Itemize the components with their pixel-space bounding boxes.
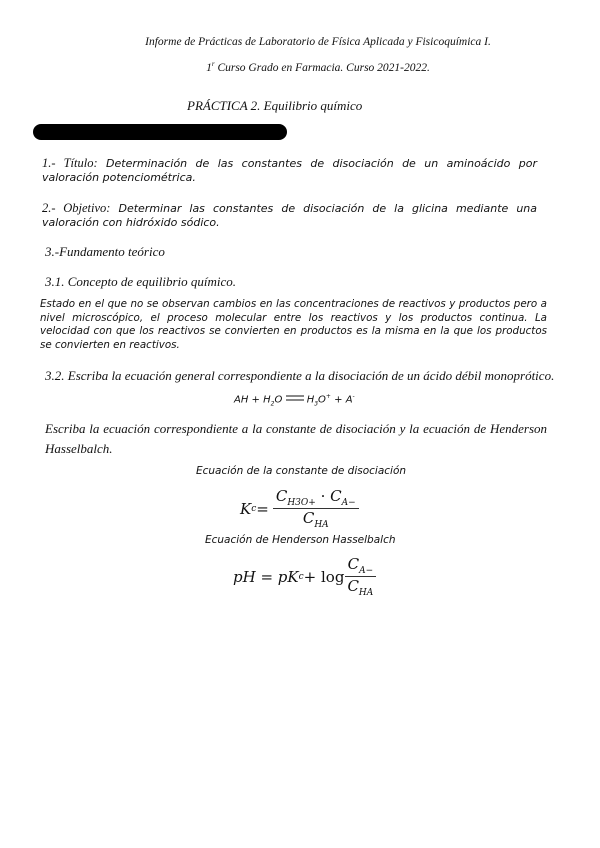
kc-num-b-sub: A− [341,498,356,508]
hh-num-sub: A− [359,566,374,576]
escriba-paragraph: Escriba la ecuación correspondiente a la constante de disociación y la ecuación de Henderson Hasselbalch. [45,421,547,456]
hh-plus-log: + log [303,567,345,586]
reaction-left-sub: 2 [270,400,275,408]
reaction-right: H [303,394,315,406]
fundamento-heading: 3.-Fundamento teórico [45,244,165,259]
section-titulo [42,157,537,184]
kc-denominator [300,509,332,530]
objetivo-label: 2.- Objetivo: [42,201,111,215]
dissociation-reaction [234,393,355,407]
equilibrium-arrow [286,394,304,405]
hh-den-sub: HA [358,588,374,598]
course-ordinal: r [211,61,215,68]
hh-numerator [345,555,377,577]
hh-lhs-sub: c [298,571,304,582]
reaction-right-sub: 3 [314,400,319,408]
reaction-right-tail: + A [330,394,353,406]
kc-num-a: C [275,487,288,505]
reaction-right-sup2: - [352,393,355,400]
kc-num-b: C [330,487,342,505]
concepto-heading: 3.1. Concepto de equilibrio químico. [45,274,237,289]
kc-caption: Ecuación de la constante de disociación [196,465,407,477]
reaction-left: AH + H [234,394,271,406]
course-line [18,61,600,74]
reaction-left-tail: O [274,394,283,406]
hh-den: C [347,577,359,595]
titulo-label: 1.- Título: [42,156,98,170]
kc-numerator [273,487,359,509]
ecuacion-heading: 3.2. Escriba la ecuación general correspondiente a la disociación de un ácido débil monoprótico. [45,368,555,383]
redacted-name-bar [33,124,287,140]
course-text: Curso Grado en Farmacia. Curso 2021-2022. [214,61,430,74]
kc-lhs-sub: c [251,503,257,514]
kc-num-a-sub: H3O+ [287,498,316,508]
hh-fraction [344,555,376,598]
kc-lhs: K [240,499,252,518]
kc-den-sub: HA [314,520,329,530]
kc-num-dot: · [315,487,331,505]
kc-equals: = [256,499,269,518]
titulo-text: Determinación de las constantes de disociación de un aminoácido por valoración potenciométrica. [42,157,537,184]
report-header: Informe de Prácticas de Laboratorio de Física Aplicada y Fisicoquímica I. [145,36,491,48]
course-number: 1 [206,61,212,74]
concepto-paragraph: Estado en el que no se observan cambios en las concentraciones de reactivos y productos pero a nivel microscópico, el proceso molecular entre los reactivos y los productos continua. La velocidad con que los reactivos se convierten en productos es la misma en la que los productos se convierten en reactivos. [40,298,547,351]
kc-equation [240,487,359,530]
kc-den: C [302,509,315,527]
reaction-right-sup: + [325,393,331,400]
hh-num: C [347,555,360,573]
section-objetivo [42,202,537,229]
objetivo-text: Determinar las constantes de disociación de la glicina mediante una valoración con hidróxido sódico. [42,202,538,229]
hh-denominator [344,577,376,598]
hh-equation [233,555,376,598]
kc-fraction [273,487,359,530]
hh-caption: Ecuación de Henderson Hasselbalch [205,534,396,546]
practice-title: PRÁCTICA 2. Equilibrio químico [187,98,363,113]
hh-lhs: pH = pK [233,567,299,586]
reaction-right-mid: O [318,394,326,406]
